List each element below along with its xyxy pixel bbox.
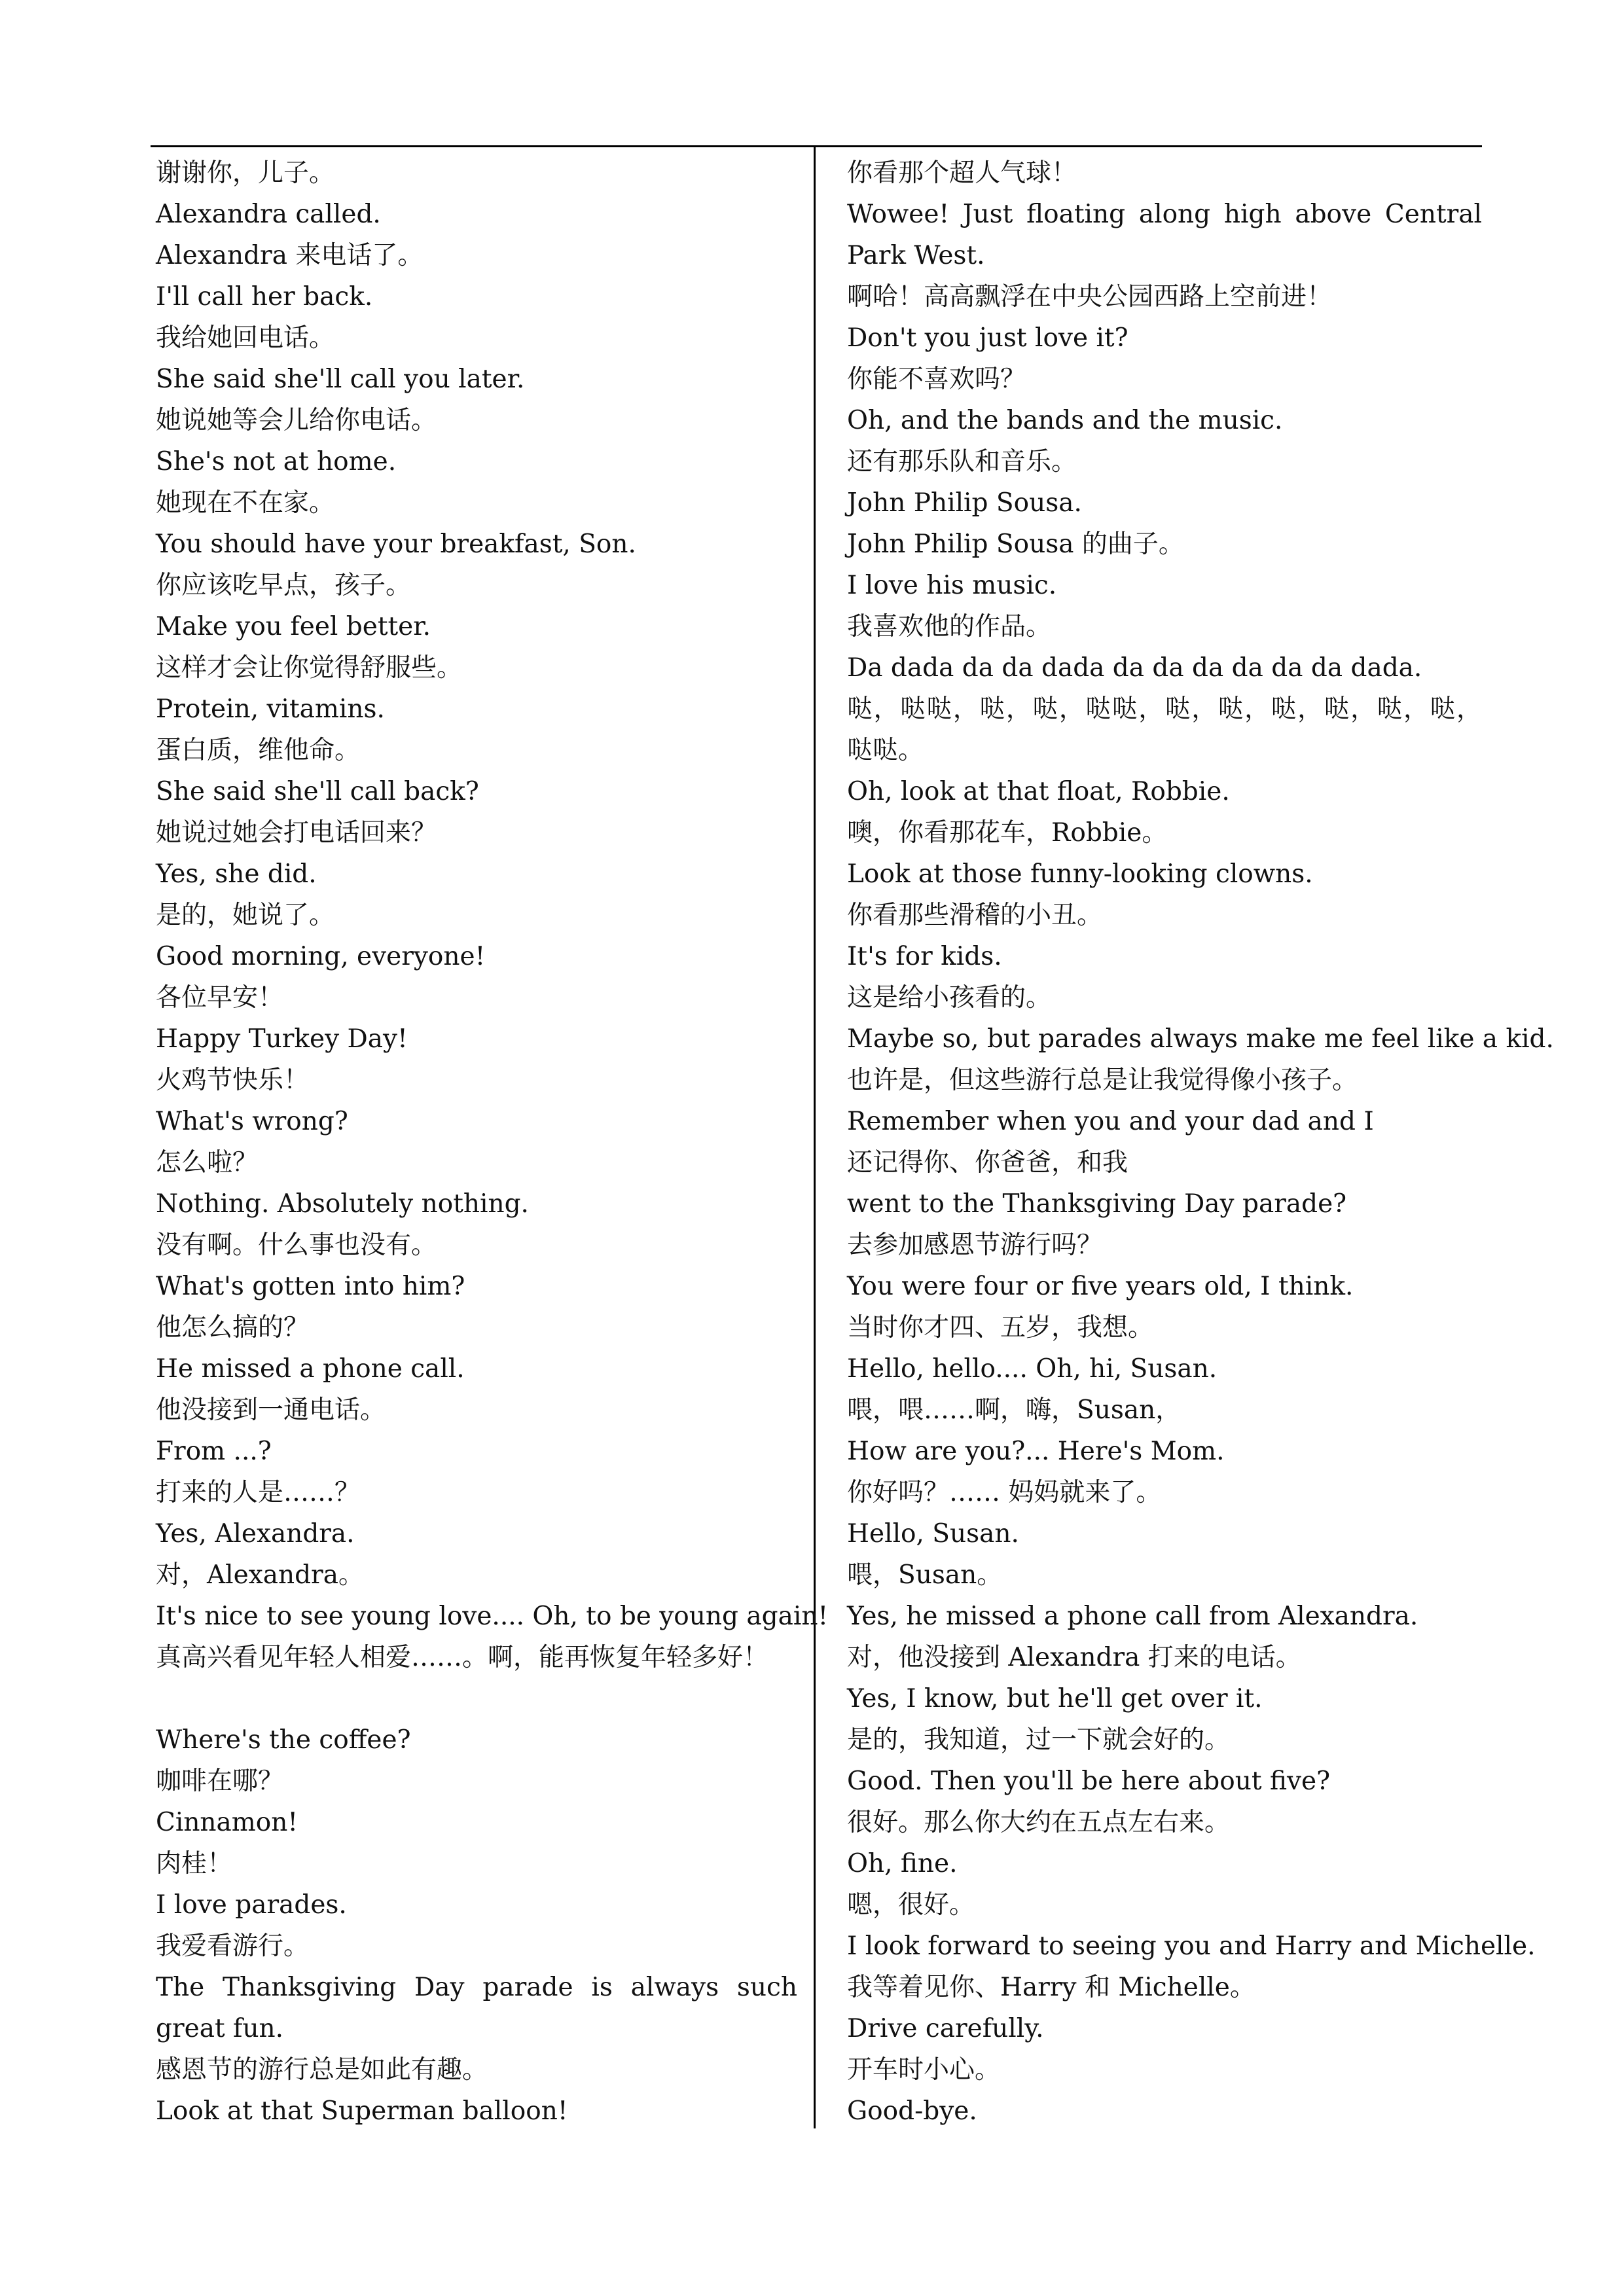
text-line: 对，Alexandra。 — [156, 1560, 364, 1590]
text-line: 哒，哒哒，哒，哒，哒哒，哒，哒，哒，哒，哒，哒，哒哒。 — [847, 694, 1482, 765]
text-line: 咖啡在哪？ — [156, 1767, 284, 1796]
text-line: Good. Then you'll be here about five? — [847, 1767, 1330, 1796]
text-line: I love his music. — [847, 571, 1057, 600]
text-line: How are you?... Here's Mom. — [847, 1437, 1225, 1466]
text-line: Remember when you and your dad and I — [847, 1107, 1374, 1136]
text-line: I look forward to seeing you and Harry and Michelle. — [847, 1931, 1536, 1961]
column-divider — [814, 145, 816, 2128]
text-line: 她现在不在家。 — [156, 488, 335, 518]
text-line: went to the Thanksgiving Day parade? — [847, 1189, 1347, 1219]
text-line: 这是给小孩看的。 — [847, 983, 1052, 1013]
text-line: 真高兴看见年轻人相爱……。啊，能再恢复年轻多好！ — [156, 1643, 769, 1672]
text-line: Hello, Susan. — [847, 1519, 1019, 1549]
text-line: 你看那些滑稽的小丑。 — [847, 901, 1103, 930]
text-line: He missed a phone call. — [156, 1354, 465, 1384]
text-line: 她说过她会打电话回来？ — [156, 818, 437, 848]
text-line: 是的，她说了。 — [156, 901, 335, 930]
text-line: Yes, he missed a phone call from Alexandra. — [847, 1602, 1418, 1631]
text-line: She said she'll call back? — [156, 777, 479, 806]
text-line: Nothing. Absolutely nothing. — [156, 1189, 529, 1219]
text-line: She said she'll call you later. — [156, 365, 525, 394]
text-line: 各位早安！ — [156, 983, 284, 1013]
text-line: Drive carefully. — [847, 2014, 1044, 2043]
text-line: 嗯，很好。 — [847, 1890, 975, 1920]
left-column — [156, 152, 829, 2132]
text-line: Alexandra 来电话了。 — [156, 241, 424, 270]
text-line: Where's the coffee? — [156, 1725, 411, 1755]
text-line: 他怎么搞的？ — [156, 1313, 310, 1342]
text-line: Look at that Superman balloon! — [156, 2096, 568, 2126]
text-line: 他没接到一通电话。 — [156, 1395, 386, 1425]
text-line: Look at those funny-looking clowns. — [847, 859, 1313, 889]
text-line: Hello, hello.... Oh, hi, Susan. — [847, 1354, 1218, 1384]
text-line: 也许是，但这些游行总是让我觉得像小孩子。 — [847, 1066, 1358, 1095]
text-line: John Philip Sousa 的曲子。 — [847, 529, 1184, 559]
text-line: 是的，我知道，过一下就会好的。 — [847, 1725, 1231, 1755]
text-line: 我给她回电话。 — [156, 323, 335, 353]
text-line: 这样才会让你觉得舒服些。 — [156, 653, 463, 683]
text-line: 火鸡节快乐！ — [156, 1066, 310, 1095]
text-line: Happy Turkey Day! — [156, 1024, 408, 1054]
text-line: Da dada da da dada da da da da da da dada. — [847, 653, 1422, 683]
right-column — [847, 152, 1554, 2132]
text-line: 我等着见你、Harry 和 Michelle。 — [847, 1973, 1255, 2002]
text-line: 没有啊。什么事也没有。 — [156, 1230, 437, 1260]
text-line: You should have your breakfast, Son. — [156, 529, 636, 559]
text-line: What's wrong? — [156, 1107, 348, 1136]
text-line: 她说她等会儿给你电话。 — [156, 406, 437, 435]
text-line: 你能不喜欢吗？ — [847, 365, 1026, 394]
text-line: Yes, Alexandra. — [156, 1519, 355, 1549]
text-line: John Philip Sousa. — [847, 488, 1082, 518]
text-line: You were four or five years old, I think. — [847, 1272, 1354, 1301]
text-line: Yes, she did. — [156, 859, 317, 889]
text-line: The Thanksgiving Day parade is always such great fun. — [156, 1973, 797, 2043]
text-line: Wowee! Just floating along high above Central Park West. — [847, 200, 1482, 270]
text-line: It's nice to see young love.... Oh, to be young again! — [156, 1602, 829, 1631]
text-line: Protein, vitamins. — [156, 694, 385, 724]
text-line: 你应该吃早点，孩子。 — [156, 571, 412, 600]
text-line: It's for kids. — [847, 942, 1002, 971]
text-line: Don't you just love it? — [847, 323, 1128, 353]
text-line: 谢谢你，儿子。 — [156, 158, 335, 188]
text-line: Good morning, everyone! — [156, 942, 486, 971]
text-line: 噢，你看那花车，Robbie。 — [847, 818, 1168, 848]
text-line: 我爱看游行。 — [156, 1931, 310, 1961]
text-line: Good-bye. — [847, 2096, 977, 2126]
text-line: What's gotten into him? — [156, 1272, 465, 1301]
text-line: 我喜欢他的作品。 — [847, 612, 1052, 641]
text-line: Maybe so, but parades always make me feel like a kid. — [847, 1024, 1554, 1054]
text-line: 很好。那么你大约在五点左右来。 — [847, 1808, 1231, 1837]
text-line: 你看那个超人气球！ — [847, 158, 1077, 188]
text-line: Oh, and the bands and the music. — [847, 406, 1283, 435]
text-line: 对，他没接到 Alexandra 打来的电话。 — [847, 1643, 1301, 1672]
text-line: Yes, I know, but he'll get over it. — [847, 1684, 1263, 1713]
text-line: 开车时小心。 — [847, 2055, 1001, 2085]
text-line: Cinnamon! — [156, 1808, 298, 1837]
text-line: I love parades. — [156, 1890, 347, 1920]
text-line: 喂，喂……啊，嗨，Susan， — [847, 1395, 1182, 1425]
text-line: 你好吗？…… 妈妈就来了。 — [847, 1478, 1162, 1507]
text-line: Alexandra called. — [156, 200, 381, 229]
text-line: 喂，Susan。 — [847, 1560, 1003, 1590]
text-line: I'll call her back. — [156, 282, 373, 312]
top-rule — [151, 145, 1482, 147]
text-line: Oh, fine. — [847, 1849, 958, 1878]
text-line: 打来的人是……？ — [156, 1478, 361, 1507]
text-line: From ...? — [156, 1437, 272, 1466]
text-line: 感恩节的游行总是如此有趣。 — [156, 2055, 488, 2085]
text-line: 去参加感恩节游行吗？ — [847, 1230, 1103, 1260]
text-line: 啊哈！高高飘浮在中央公园西路上空前进！ — [847, 282, 1333, 312]
text-line: Make you feel better. — [156, 612, 431, 641]
text-line: 当时你才四、五岁，我想。 — [847, 1313, 1154, 1342]
text-line: Oh, look at that float, Robbie. — [847, 777, 1230, 806]
text-line: 怎么啦？ — [156, 1148, 259, 1177]
text-line: 还有那乐队和音乐。 — [847, 447, 1077, 476]
text-line: 蛋白质，维他命。 — [156, 736, 361, 765]
text-line: 还记得你、你爸爸，和我 — [847, 1148, 1128, 1177]
text-line: 肉桂！ — [156, 1849, 233, 1878]
text-line: She's not at home. — [156, 447, 397, 476]
